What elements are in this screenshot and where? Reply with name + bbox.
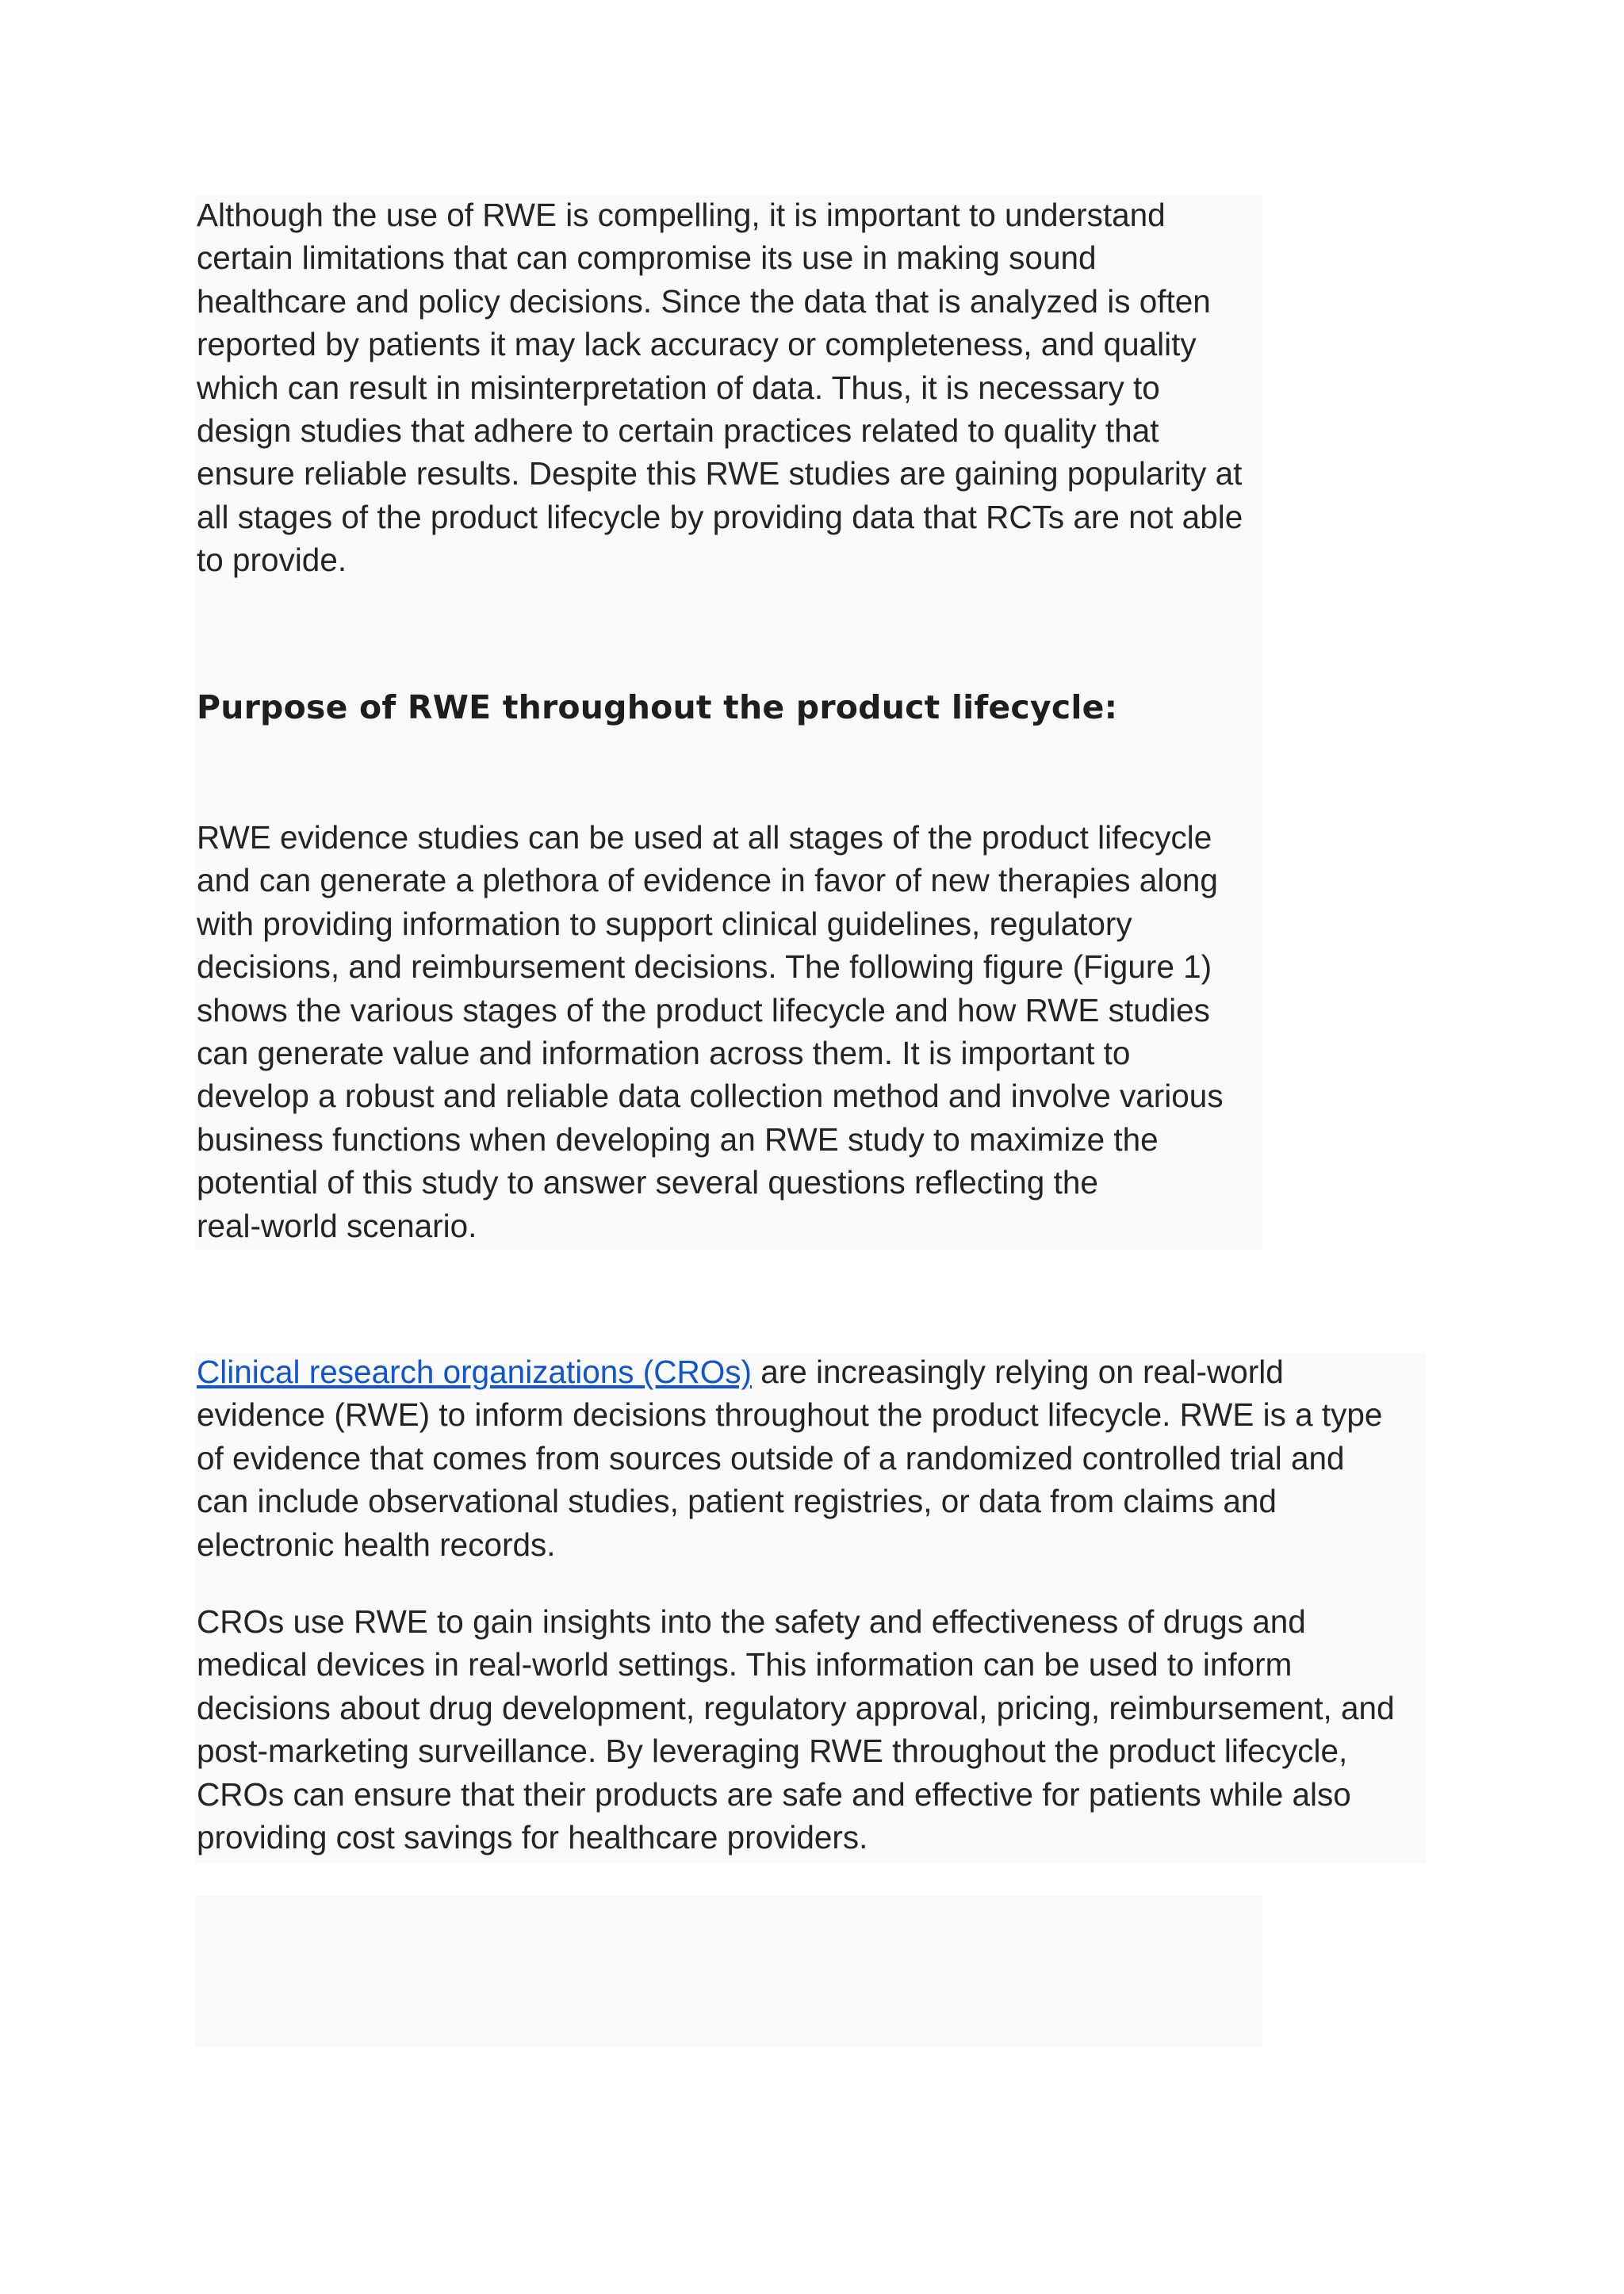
paragraph-cros-insights: CROs use RWE to gain insights into the safety and effectiveness of drugs and medical devices in real-world settings. This information can be used to inform decisions about drug development, regulatory approval, pricing, reimbursement, and post-marketing surveillance. By leveraging RWE throughout the product lifecycle, CROs can ensure that their products are safe and effective for patients while also providing cost savings for healthcare providers.: [197, 1603, 1395, 1856]
paragraph-rwe-limitations: Although the use of RWE is compelling, it is important to understand certain limitations that can compromise its use in making sound healthcare and policy decisions. Since the data that is analyzed is often reported by patients it may lack accuracy or completeness, and quality which can result in misinterpretation of data. Thus, it is necessary to design studies that adhere to certain practices related to quality that ensure reliable results. Despite this RWE studies are gaining popularity at all stages of the product lifecycle by providing data that RCTs are not able to provide.: [197, 197, 1243, 579]
paragraph-cros-text: are increasingly relying on real-world evidence (RWE) to inform decisions throughout the product lifecycle. RWE is a type of evidence that comes from sources outside of a randomized controlled trial and can include observational studies, patient registries, or data from claims and electronic health records.: [197, 1354, 1383, 1563]
cros-link[interactable]: Clinical research organizations (CROs): [197, 1354, 752, 1390]
empty-highlight-block: [195, 1896, 1262, 2047]
section-heading: Purpose of RWE throughout the product lifecycle:: [197, 688, 1118, 726]
paragraph-rwe-lifecycle: RWE evidence studies can be used at all stages of the product lifecycle and can generate a plethora of evidence in favor of new therapies along with providing information to support clinical guidelines, regulatory decisions, and reimbursement decisions. The following figure (Figure 1) shows the various stages of the product lifecycle and how RWE studies can generate value and information across them. It is important to develop a robust and reliable data collection method and involve various business functions when developing an RWE study to maximize the potential of this study to answer several questions reflecting the real-world scenario.: [197, 819, 1224, 1244]
paragraph-cros-rwe: [197, 1350, 1434, 1566]
